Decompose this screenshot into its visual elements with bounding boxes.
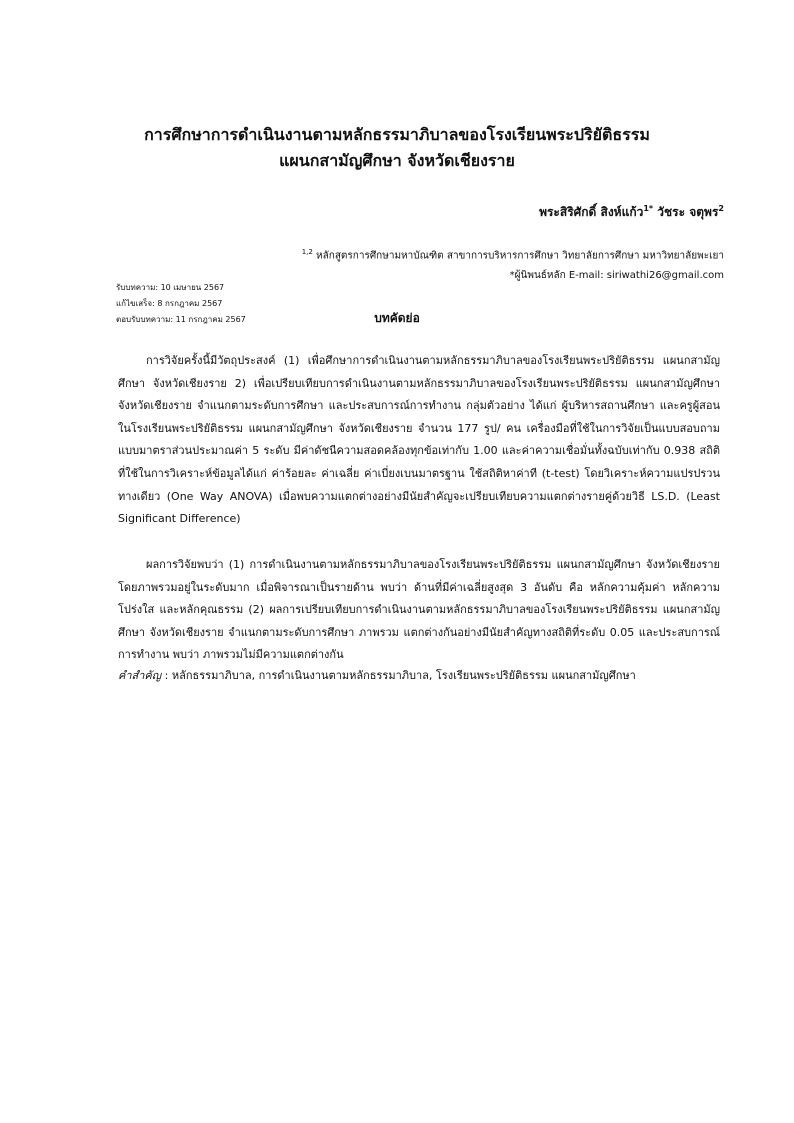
abstract-heading: บทคัดย่อ: [374, 311, 420, 325]
author-1-mark: 1*: [643, 204, 654, 213]
corresponding-author-email: *ผู้นิพนธ์หลัก E-mail: siriwathi26@gmail.com: [509, 270, 724, 281]
abstract-paragraph-1: การวิจัยครั้งนี้มีวัตถุประสงค์ (1) เพื่อศึกษาการดำเนินงานตามหลักธรรมาภิบาลของโรงเรียนพระปริยัติธรรม แผนกสามัญศึกษา จังหวัดเชียงราย 2) เพื่อเปรียบเทียบการดำเนินงานตามหลักธรรมาภิบาลของโรงเรียนพระปริยัติธรรม แผนกสามัญศึกษา จังหวัดเชียงราย จำแนกตามระดับการศึกษา และประสบการณ์การทำงาน กลุ่มตัวอย่าง ได้แก่ ผู้บริหารสถานศึกษา และครูผู้สอนในโรงเรียนพระปริยัติธรรม แผนกสามัญศึกษา จังหวัดเชียงราย จำนวน 177 รูป/ คน เครื่องมือที่ใช้ในการวิจัยเป็นแบบสอบถามแบบมาตราส่วนประมาณค่า 5 ระดับ มีค่าดัชนีความสอดคล้องทุกข้อเท่ากับ 1.00 และค่าความเชื่อมั่นทั้งฉบับเท่ากับ 0.938 สถิติที่ใช้ในการวิเคราะห์ข้อมูลได้แก่ ค่าร้อยละ ค่าเฉลี่ย ค่าเบี่ยงเบนมาตรฐาน ใช้สถิติหาค่าที (t-test) โดยวิเคราะห์ความแปรปรวนทางเดียว (One Way ANOVA) เมื่อพบความแตกต่างอย่างมีนัยสำคัญจะเปรียบเทียบความแตกต่างรายคู่ด้วยวิธี LS.D. (Least Significant Difference): [118, 354, 720, 526]
affiliation-line: [302, 248, 724, 263]
date-revised: แก้ไขเสร็จ: 8 กรกฎาคม 2567: [116, 299, 223, 308]
paper-title-line-1: การศึกษาการดำเนินงานตามหลักธรรมาภิบาลของโรงเรียนพระปริยัติธรรม: [144, 125, 650, 144]
author-2-name: วัชระ จตุพร: [657, 205, 719, 219]
abstract-paragraph-2: ผลการวิจัยพบว่า (1) การดำเนินงานตามหลักธรรมาภิบาลของโรงเรียนพระปริยัติธรรม แผนกสามัญศึกษา จังหวัดเชียงราย โดยภาพรวมอยู่ในระดับมาก เมื่อพิจารณาเป็นรายด้าน พบว่า ด้านที่มีค่าเฉลี่ยสูงสุด 3 อันดับ คือ หลักความคุ้มค่า หลักความโปร่งใส และหลักคุณธรรม (2) ผลการเปรียบเทียบการดำเนินงานตามหลักธรรมาภิบาลของโรงเรียนพระปริยัติธรรม แผนกสามัญศึกษา จังหวัดเชียงราย จำแนกตามระดับการศึกษา ภาพรวม แตกต่างกันอย่างมีนัยสำคัญทางสถิติที่ระดับ 0.05 และประสบการณ์การทำงาน พบว่า ภาพรวมไม่มีความแตกต่างกัน: [118, 558, 720, 662]
keywords-separator: :: [164, 669, 169, 682]
keywords-text: หลักธรรมาภิบาล, การดำเนินงานตามหลักธรรมาภิบาล, โรงเรียนพระปริยัติธรรม แผนกสามัญศึกษา: [171, 669, 636, 682]
date-accepted: ตอบรับบทความ: 11 กรกฎาคม 2567: [116, 315, 246, 324]
keywords-label: คำสำคัญ: [118, 669, 162, 682]
affiliation-text: หลักสูตรการศึกษามหาบัณฑิต สาขาการบริหารการศึกษา วิทยาลัยการศึกษา มหาวิทยาลัยพะเยา: [316, 250, 724, 262]
author-list: [539, 203, 724, 222]
keywords-line: [118, 666, 728, 684]
affiliation-marks: 1,2: [301, 248, 313, 256]
date-received: รับบทความ: 10 เมษายน 2567: [116, 283, 225, 292]
paper-title-line-2: แผนกสามัญศึกษา จังหวัดเชียงราย: [279, 151, 515, 170]
author-2-mark: 2: [718, 204, 724, 213]
author-1-name: พระสิริศักดิ์ สิงห์แก้ว: [539, 205, 644, 219]
